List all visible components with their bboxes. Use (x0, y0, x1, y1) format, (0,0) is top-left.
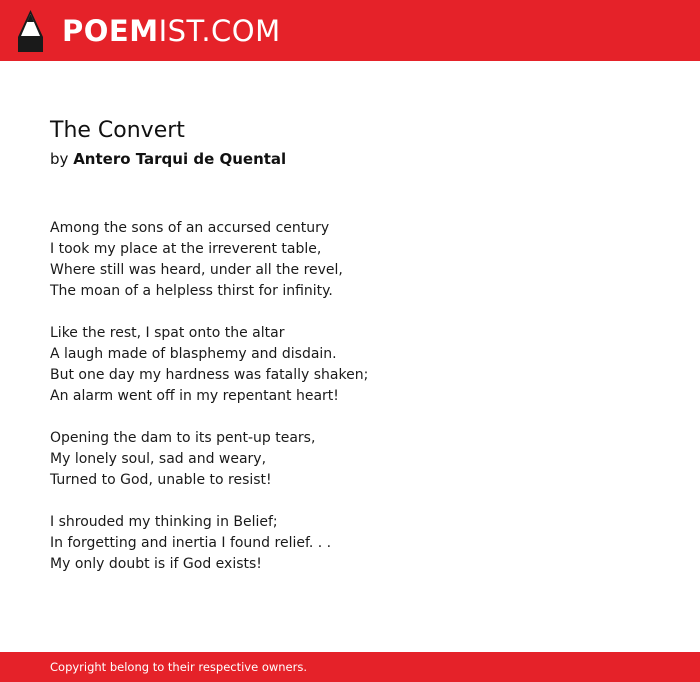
poem-line: A laugh made of blasphemy and disdain. (50, 346, 337, 362)
stanza (50, 218, 670, 302)
by-label: by (50, 150, 69, 168)
site-logo[interactable] (62, 12, 281, 50)
stanza (50, 323, 670, 407)
site-header (0, 0, 700, 61)
poem-line: The moan of a helpless thirst for infinity. (50, 283, 333, 299)
poem-byline (50, 148, 286, 170)
poem-title: The Convert (50, 118, 185, 143)
author-name: Antero Tarqui de Quental (73, 150, 287, 168)
poem-line: An alarm went off in my repentant heart! (50, 388, 339, 404)
poem-line: Turned to God, unable to resist! (50, 472, 272, 488)
poem-line: Where still was heard, under all the revel, (50, 262, 343, 278)
poem-line: In forgetting and inertia I found relief. . . (50, 535, 332, 551)
stanza (50, 428, 670, 491)
poem-line: My only doubt is if God exists! (50, 556, 262, 572)
poem-line: Opening the dam to its pent-up tears, (50, 430, 316, 446)
logo-text-bold: POEM (62, 14, 159, 48)
poem-body (50, 218, 670, 596)
stanza (50, 512, 670, 575)
poem-line: Like the rest, I spat onto the altar (50, 325, 285, 341)
poem-line: Among the sons of an accursed century (50, 220, 330, 236)
logo-text-light: IST.COM (158, 14, 281, 48)
poem-line: My lonely soul, sad and weary, (50, 451, 267, 467)
copyright-text: Copyright belong to their respective owners. (50, 660, 308, 674)
poem-line: I took my place at the irreverent table, (50, 241, 322, 257)
pencil-logo-icon[interactable] (18, 10, 43, 52)
poem-line: But one day my hardness was fatally shaken; (50, 367, 369, 383)
poem-line: I shrouded my thinking in Belief; (50, 514, 278, 530)
site-footer (0, 652, 700, 682)
